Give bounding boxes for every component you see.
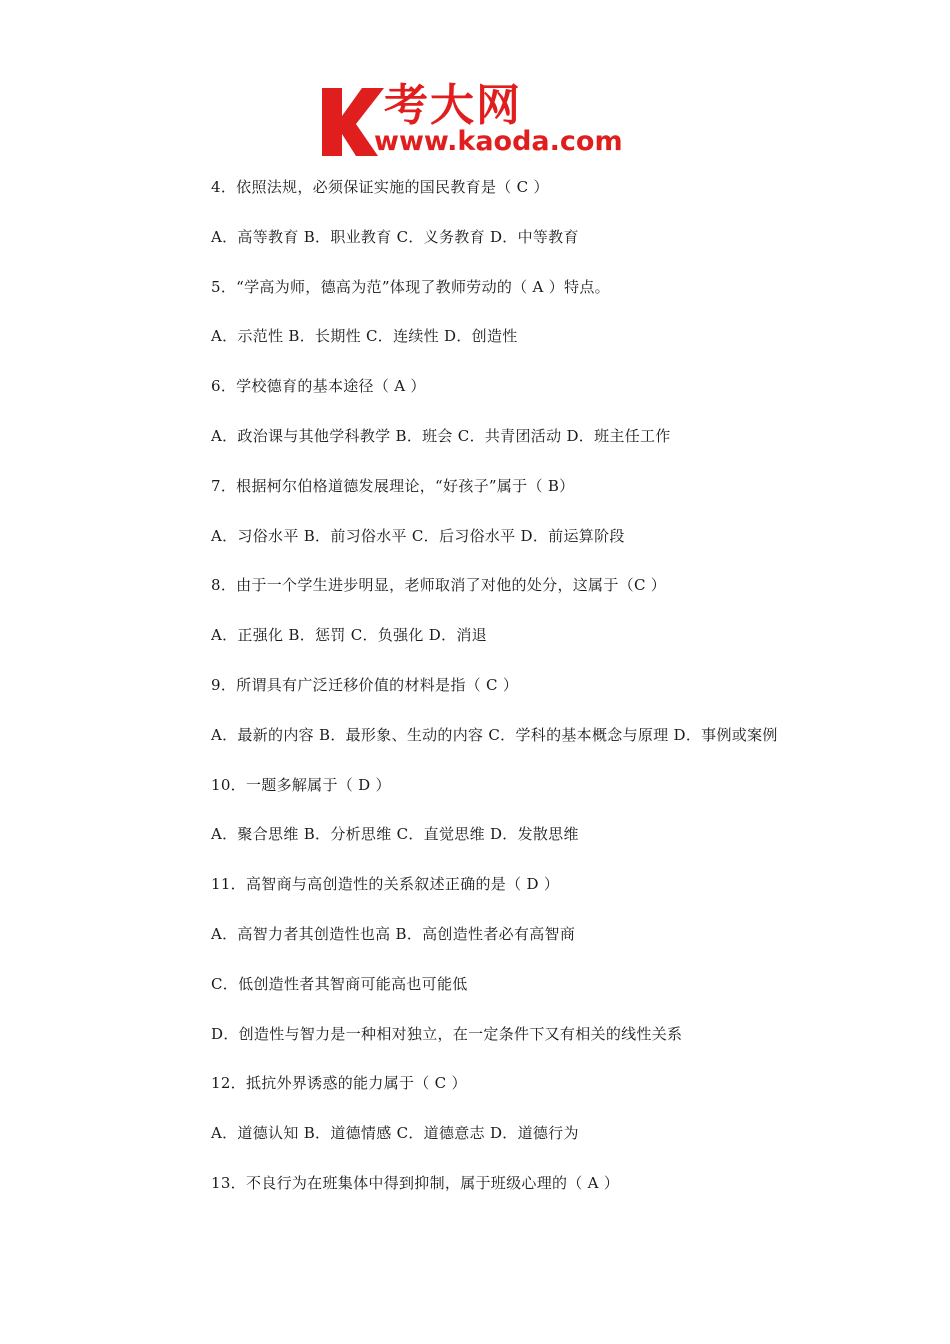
question-10: 10．一题多解属于（ D ） [211, 775, 391, 794]
options-11-d: D．创造性与智力是一种相对独立，在一定条件下又有相关的线性关系 [211, 1024, 683, 1043]
question-6: 6．学校德育的基本途径（ A ） [211, 377, 426, 396]
question-4: 4．依照法规，必须保证实施的国民教育是（ C ） [211, 178, 549, 196]
question-7: 7．根据柯尔伯格道德发展理论，“好孩子”属于（ B） [211, 476, 575, 495]
options-11-ab: A．高智力者其创造性也高 B．高创造性者必有高智商 [211, 924, 576, 943]
options-9: A．最新的内容 B．最形象、生动的内容 C．学科的基本概念与原理 D．事例或案例 [211, 725, 778, 744]
options-12: A．道德认知 B．道德情感 C．道德意志 D．道德行为 [211, 1124, 579, 1143]
question-5: 5．“学高为师，德高为范”体现了教师劳动的（ A ）特点。 [211, 277, 610, 296]
question-9: 9．所谓具有广泛迁移价值的材料是指（ C ） [211, 675, 519, 694]
logo-chinese-text: 考大网 [384, 80, 522, 131]
options-5: A．示范性 B．长期性 C．连续性 D．创造性 [211, 327, 518, 346]
question-11: 11．高智商与高创造性的关系叙述正确的是（ D ） [211, 875, 560, 894]
question-13: 13．不良行为在班集体中得到抑制，属于班级心理的（ A ） [211, 1173, 620, 1192]
question-list [211, 172, 831, 1218]
options-11-c: C．低创造性者其智商可能高也可能低 [211, 974, 468, 993]
logo-url-text: www.kaoda.com [374, 126, 623, 157]
options-7: A．习俗水平 B．前习俗水平 C．后习俗水平 D．前运算阶段 [211, 526, 625, 545]
kaoda-logo [318, 80, 638, 160]
question-8: 8．由于一个学生进步明显，老师取消了对他的处分，这属于（C ） [211, 576, 667, 595]
question-12: 12．抵抗外界诱惑的能力属于（ C ） [211, 1074, 467, 1093]
options-8: A．正强化 B．惩罚 C．负强化 D．消退 [211, 626, 487, 645]
options-10: A．聚合思维 B．分析思维 C．直觉思维 D．发散思维 [211, 825, 579, 844]
options-4: A．高等教育 B．职业教育 C．义务教育 D．中等教育 [211, 227, 579, 246]
options-6: A．政治课与其他学科教学 B．班会 C．共青团活动 D．班主任工作 [211, 426, 671, 445]
